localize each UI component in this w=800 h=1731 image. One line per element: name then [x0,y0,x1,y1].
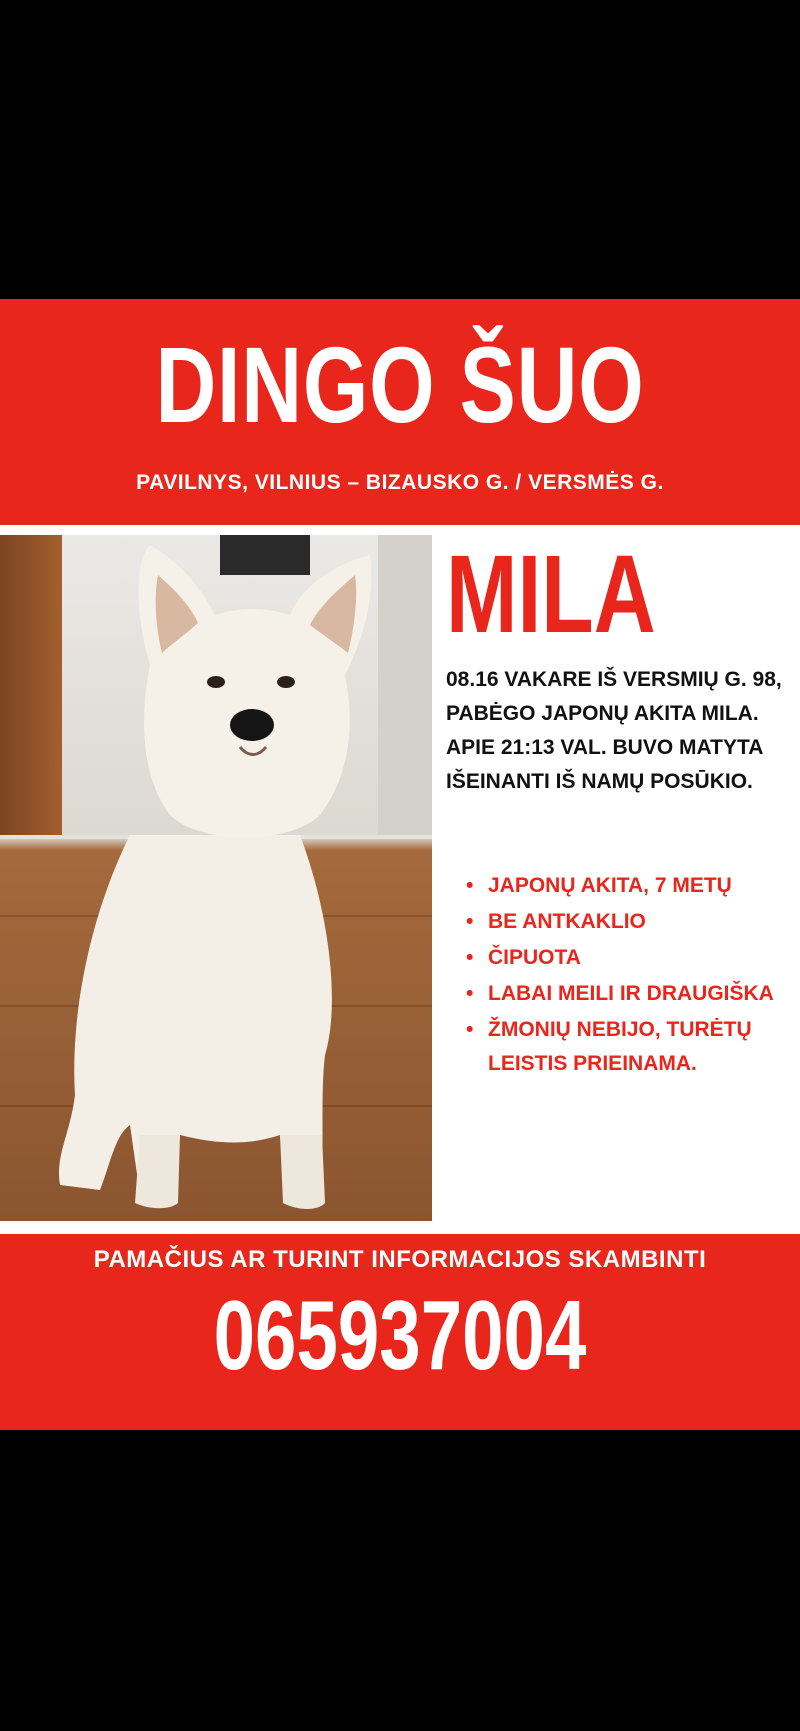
list-item: • ŽMONIŲ NEBIJO, TURĖTŲ LEISTIS PRIEINAMA. [466,1013,786,1081]
dog-info [446,535,796,1221]
list-item: • ČIPUOTA [466,941,786,975]
bullet-icon: • [466,874,474,897]
call-to-action: PAMAČIUS AR TURINT INFORMACIJOS SKAMBINTI [93,1246,707,1273]
lost-dog-poster [0,299,800,1430]
dog-photo [0,535,432,1221]
dog-description: 08.16 VAKARE IŠ VERSMIŲ G. 98, PABĖGO JAPONŲ AKITA MILA. APIE 21:13 VAL. BUVO MATYTA IŠEINANTI IŠ NAMŲ POSŪKIO. [446,668,782,793]
poster-header [0,299,800,525]
dog-name: MILA [446,533,656,656]
list-item: • BE ANTKAKLIO [466,905,786,939]
phone-number[interactable]: 065937004 [213,1280,587,1390]
list-item: • LABAI MEILI IR DRAUGIŠKA [466,977,786,1011]
bullet-icon: • [466,910,474,933]
bullet-icon: • [466,982,474,1005]
bullet-icon: • [466,1018,474,1041]
bullet-icon: • [466,946,474,969]
list-item: • JAPONŲ AKITA, 7 METŲ [466,869,786,903]
dog-facts-list [466,869,786,1083]
location-text: PAVILNYS, VILNIUS – BIZAUSKO G. / VERSMĖS G. [136,471,664,494]
poster-footer [0,1234,800,1430]
poster-title: DINGO ŠUO [155,324,645,445]
dog-illustration [0,535,432,1221]
